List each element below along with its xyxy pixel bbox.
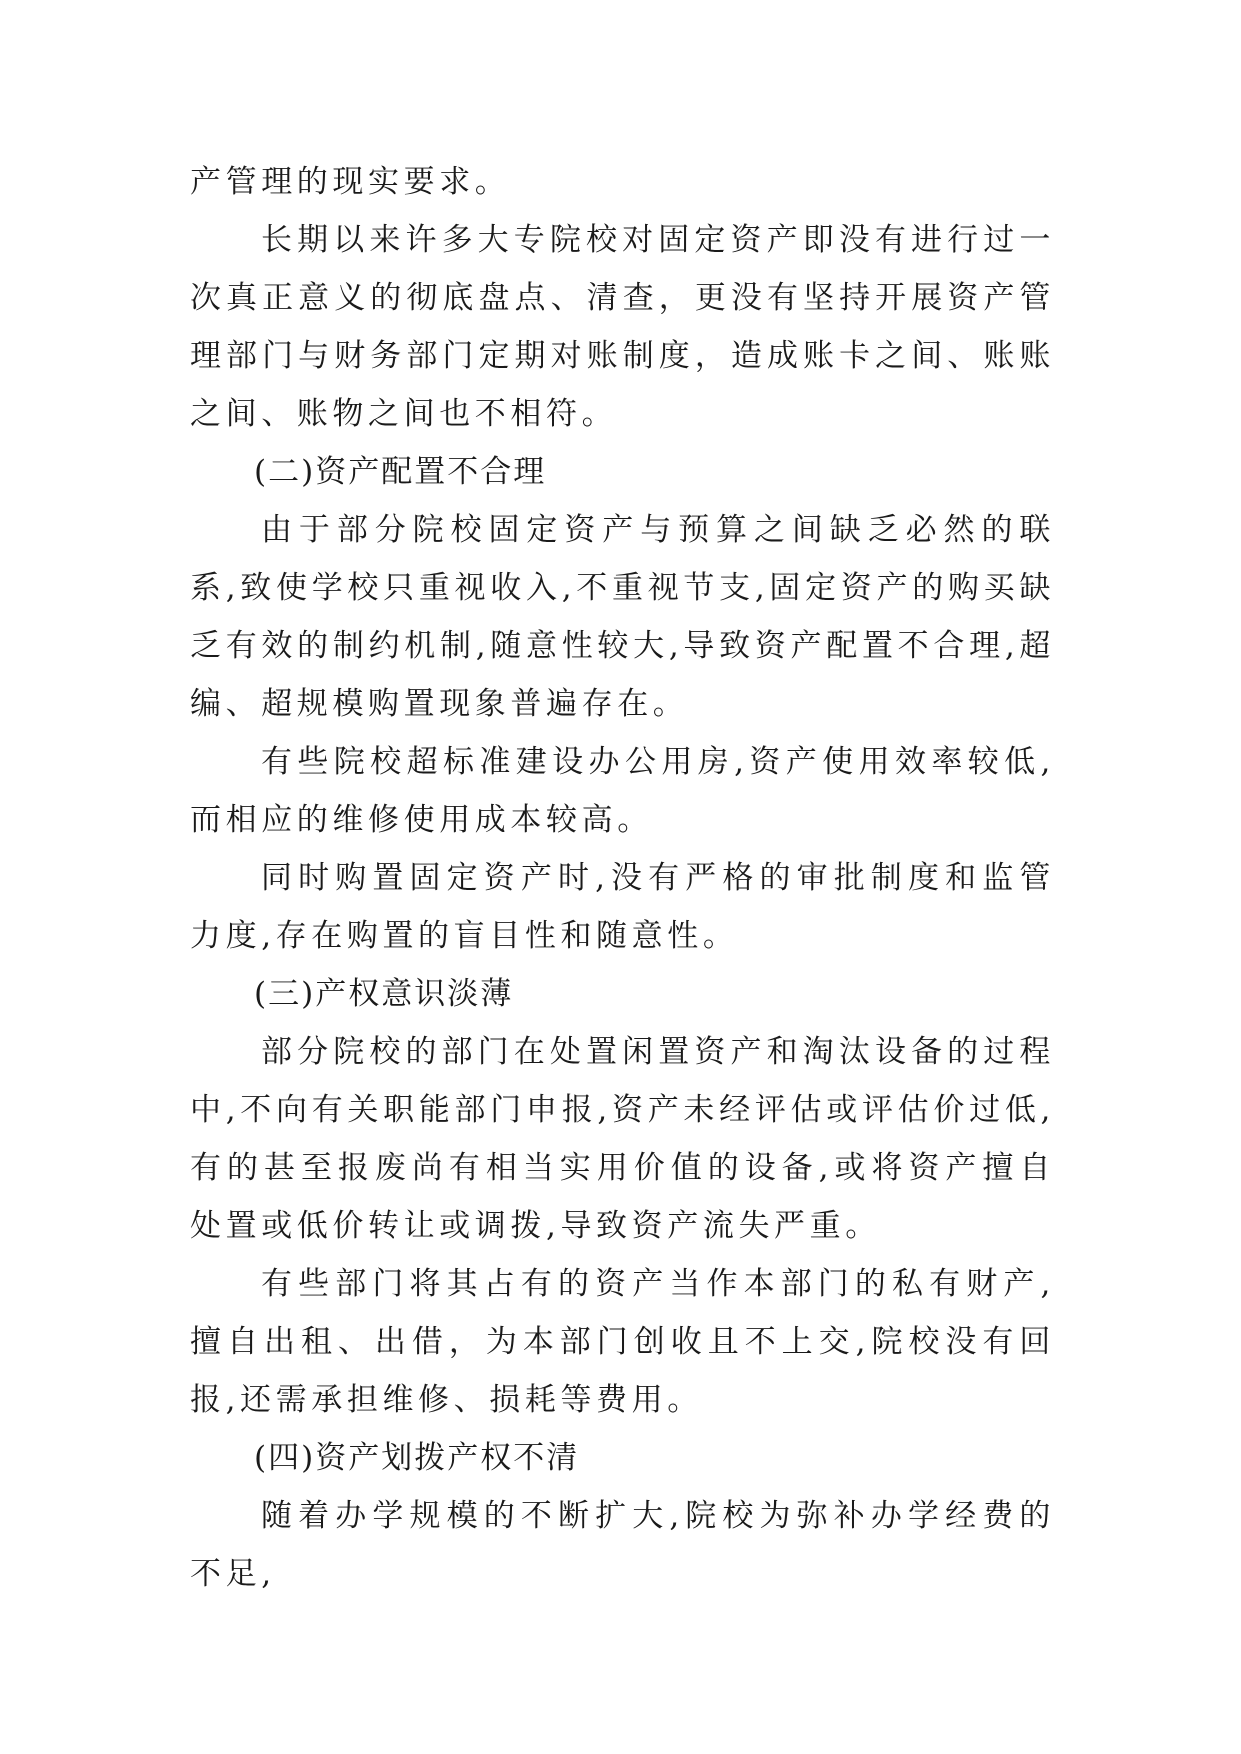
section-heading-4: (四)资产划拨产权不清 [254,1440,580,1476]
paragraph-approval-system: 同时购置固定资产时,没有严格的审批制度和监管力度,存在购置的盲目性和随意性。 [190,860,1055,954]
section-heading-2: (二)资产配置不合理 [254,454,547,490]
paragraph-budget-link: 由于部分院校固定资产与预算之间缺乏必然的联系,致使学校只重视收入,不重视节支,固定资产的购买缺乏有效的制约机制,随意性较大,导致资产配置不合理,超编、超规模购置现象普遍存在。 [190,512,1055,722]
document-body [190,153,1055,1603]
paragraph-asset-disposal: 部分院校的部门在处置闲置资产和淘汰设备的过程中,不向有关职能部门申报,资产未经评估或评估价过低,有的甚至报废尚有相当实用价值的设备,或将资产擅自处置或低价转让或调拨,导致资产流失严重。 [190,1034,1055,1244]
paragraph-private-use: 有些部门将其占有的资产当作本部门的私有财产,擅自出租、出借，为本部门创收且不上交,院校没有回报,还需承担维修、损耗等费用。 [190,1266,1055,1418]
paragraph-office-space: 有些院校超标准建设办公用房,资产使用效率较低,而相应的维修使用成本较高。 [190,744,1055,838]
paragraph-funding-shortfall: 随着办学规模的不断扩大,院校为弥补办学经费的不足, [190,1498,1055,1592]
paragraph-inventory-issue: 长期以来许多大专院校对固定资产即没有进行过一次真正意义的彻底盘点、清查，更没有坚持开展资产管理部门与财务部门定期对账制度，造成账卡之间、账账之间、账物之间也不相符。 [190,222,1055,432]
section-heading-3: (三)产权意识淡薄 [254,976,514,1012]
paragraph-continuation: 产管理的现实要求。 [190,164,511,200]
